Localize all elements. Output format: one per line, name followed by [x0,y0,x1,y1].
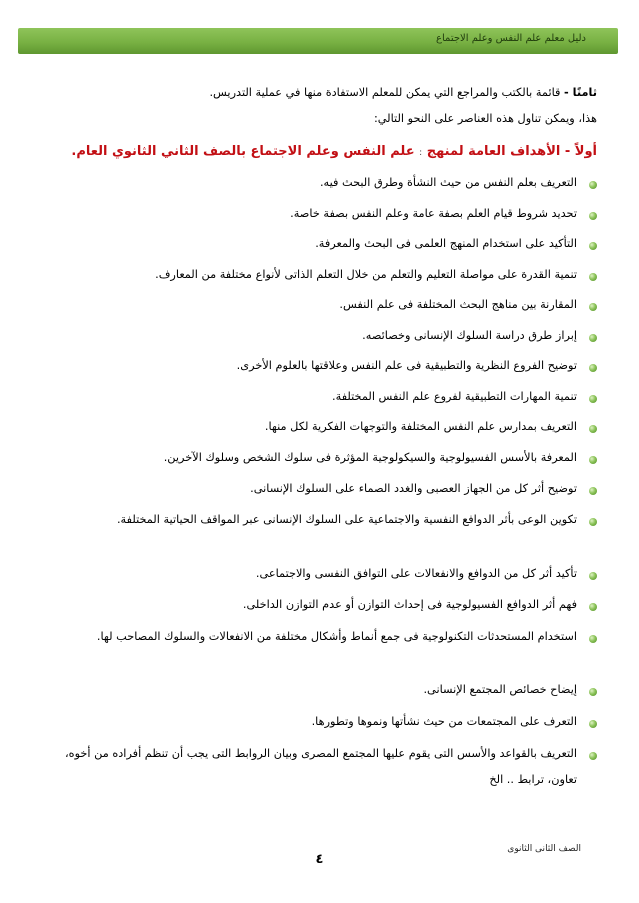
bullet-icon [589,303,597,311]
footer-grade-label: الصف الثانى الثانوى [507,844,581,854]
list-item [37,330,597,349]
objective-text: التعريف بالقواعد والأسس التى يقوم عليها المجتمع المصرى وبيان الروابط التى يجب أن تنظم أفراده من أخوه، تعاون، ترابط .. الخ [65,747,577,786]
bullet-icon [589,688,597,696]
list-item [37,269,597,288]
objective-text: توضيح أثر كل من الجهاز العصبى والغدد الصماء على السلوك الإنسانى. [250,482,577,495]
objective-text: التعريف بعلم النفس من حيث النشأة وطرق البحث فيه. [319,176,577,189]
header-band [18,28,618,54]
objective-text: توضيح الفروع النظرية والتطبيقية فى علم النفس وعلاقتها بالعلوم الأخرى. [236,359,577,372]
objective-text: تحديد شروط قيام العلم بصفة عامة وعلم النفس بصفة خاصة. [290,207,577,220]
intro-line-2: هذا، ويمكن تناول هذه العناصر على النحو التالي: [373,112,597,125]
objective-text: التعرف على المجتمعات من حيث نشأتها ونموها وتطورها. [311,715,577,728]
objective-text: إبراز طرق دراسة السلوك الإنسانى وخصائصه. [362,329,577,342]
bullet-icon [589,487,597,495]
bullet-icon [589,364,597,372]
list-item [37,391,597,410]
objective-text: تنمية القدرة على مواصلة التعليم والتعلم من خلال التعلم الذاتى لأنواع مختلفة من المعارف. [155,268,577,281]
page-number: ٤ [315,852,324,867]
list-item [37,360,597,379]
bullet-icon [589,635,597,643]
objective-text: التأكيد على استخدام المنهج العلمى فى البحث والمعرفة. [315,237,577,250]
bullet-icon [589,181,597,189]
intro-line-1 [37,86,597,99]
bullet-icon [589,212,597,220]
list-item [37,748,597,793]
list-item [37,452,597,471]
section-heading-part1: أولاً - الأهداف العامة لمنهج [426,144,597,159]
list-item [37,514,597,533]
objective-text: تأكيد أثر كل من الدوافع والانفعالات على التوافق النفسى والاجتماعى. [255,567,577,580]
bullet-icon [589,572,597,580]
section-heading-separator: : [419,148,423,158]
objective-text: استخدام المستحدثات التكنولوجية فى جمع أنماط وأشكال مختلفة من الانفعالات والسلوك المصاحب لها. [96,630,577,643]
list-item [37,177,597,196]
objective-text: فهم أثر الدوافع الفسيولوجية فى إحداث التوازن أو عدم التوازن الداخلى. [242,598,577,611]
objective-text: المعرفة بالأسس الفسيولوجية والسيكولوجية المؤثرة فى سلوك الشخص وسلوك الآخرين. [163,451,577,464]
intro-line-1-text: قائمة بالكتب والمراجع التي يمكن للمعلم الاستفادة منها في عملية التدريس. [209,86,565,99]
list-item [37,716,597,735]
objective-text: التعريف بمدارس علم النفس المختلفة والتوجهات الفكرية لكل منها. [264,420,577,433]
list-item [37,568,597,587]
bullet-icon [589,242,597,250]
objective-text: إيضاح خصائص المجتمع الإنسانى. [423,683,577,696]
list-item [37,238,597,257]
intro-lead: ثامنًا - [564,86,597,99]
list-item [37,631,597,650]
list-item [37,684,597,703]
header-title: دليل معلم علم النفس وعلم الاجتماع [436,33,586,44]
objective-text: المقارنة بين مناهج البحث المختلفة فى علم النفس. [339,298,577,311]
list-item [37,421,597,440]
objective-text: تكوين الوعى بأثر الدوافع النفسية والاجتماعية على السلوك الإنسانى عبر المواقف الحياتية المختلفة. [116,513,577,526]
bullet-icon [589,456,597,464]
bullet-icon [589,334,597,342]
bullet-icon [589,720,597,728]
list-item [37,599,597,618]
bullet-icon [589,603,597,611]
list-item [37,299,597,318]
section-heading-part2: علم النفس وعلم الاجتماع بالصف الثاني الثانوي العام. [71,144,415,159]
objective-text: تنمية المهارات التطبيقية لفروع علم النفس المختلفة. [332,390,577,403]
bullet-icon [589,273,597,281]
section-heading [37,144,597,159]
list-item [37,208,597,227]
bullet-icon [589,518,597,526]
list-item [37,483,597,502]
bullet-icon [589,395,597,403]
bullet-icon [589,752,597,760]
bullet-icon [589,425,597,433]
